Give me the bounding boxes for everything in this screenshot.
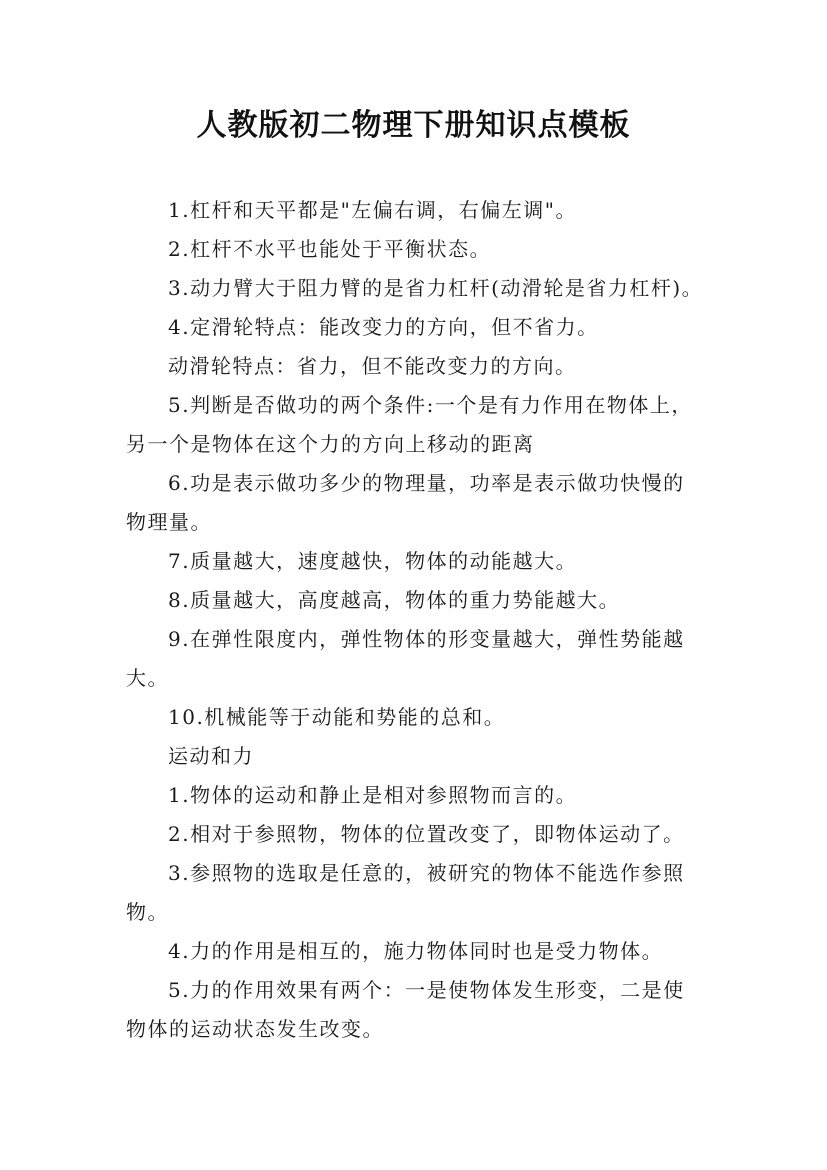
document-title: 人教版初二物理下册知识点模板 (196, 108, 631, 143)
text-line: 5.判断是否做功的两个条件:一个是有力作用在物体上， (168, 393, 693, 417)
text-line: 7.质量越大，速度越快，物体的动能越大。 (168, 549, 578, 573)
text-line: 物理量。 (126, 510, 212, 534)
text-line: 10.机械能等于动能和势能的总和。 (168, 705, 506, 729)
text-line: 1.物体的运动和静止是相对参照物而言的。 (168, 783, 578, 807)
text-line: 3.动力臂大于阻力臂的是省力杠杆(动滑轮是省力杠杆)。 (168, 276, 704, 300)
text-line: 物。 (126, 900, 169, 924)
text-line: 8.质量越大，高度越高，物体的重力势能越大。 (168, 588, 621, 612)
section-heading: 运动和力 (168, 744, 254, 768)
text-line: 4.力的作用是相互的，施力物体同时也是受力物体。 (168, 939, 664, 963)
text-line: 5.力的作用效果有两个：一是使物体发生形变，二是使 (168, 978, 685, 1002)
text-line: 大。 (126, 666, 169, 690)
text-line: 动滑轮特点：省力，但不能改变力的方向。 (168, 354, 577, 378)
text-line: 2.相对于参照物，物体的位置改变了，即物体运动了。 (168, 822, 685, 846)
text-line: 1.杠杆和天平都是"左偏右调，右偏左调"。 (168, 198, 577, 222)
text-line: 4.定滑轮特点：能改变力的方向，但不省力。 (168, 315, 599, 339)
text-line: 3.参照物的选取是任意的，被研究的物体不能选作参照 (168, 861, 685, 885)
text-line: 另一个是物体在这个力的方向上移动的距离 (126, 432, 535, 456)
text-line: 2.杠杆不水平也能处于平衡状态。 (168, 237, 492, 261)
text-line: 物体的运动状态发生改变。 (126, 1017, 384, 1041)
text-line: 6.功是表示做功多少的物理量，功率是表示做功快慢的 (168, 471, 685, 495)
text-line: 9.在弹性限度内，弹性物体的形变量越大，弹性势能越 (168, 627, 685, 651)
